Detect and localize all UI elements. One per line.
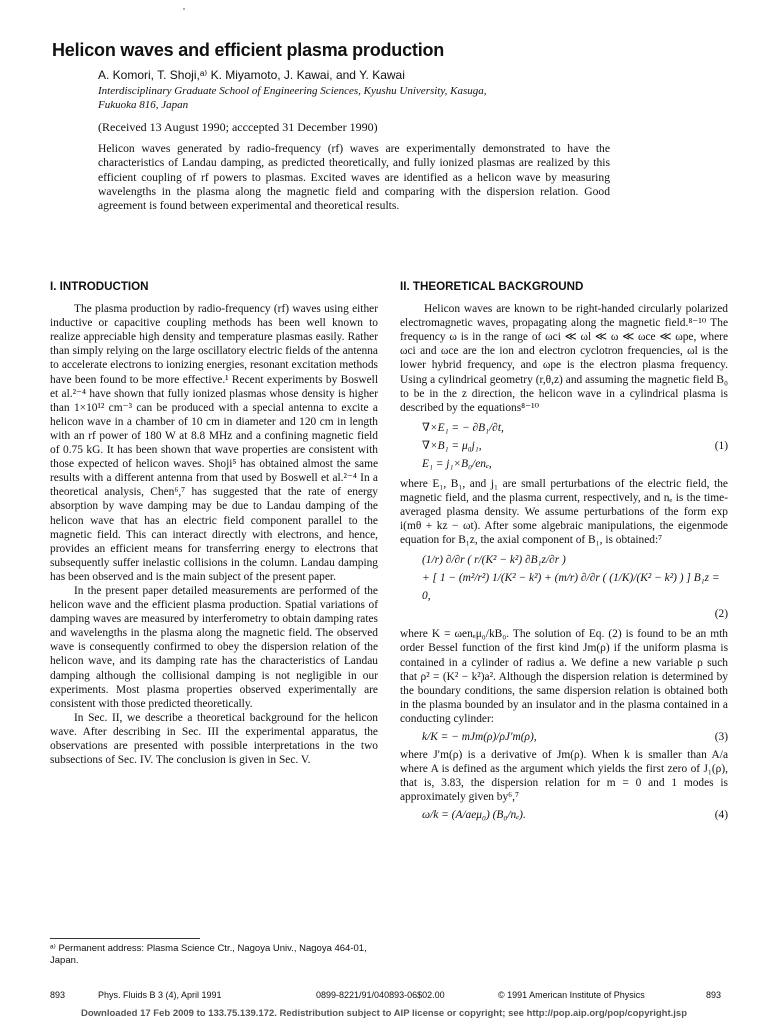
right-column [400, 280, 728, 827]
equation-3-number: (3) [714, 730, 728, 743]
equation-1-line-b: ∇×B₁ = μ₀j₁, [422, 439, 482, 452]
paper-title: Helicon waves and efficient plasma production [52, 40, 445, 60]
author-list: A. Komori, T. Shoji,ᵃ⁾ K. Miyamoto, J. Kawai, and Y. Kawai [98, 68, 405, 82]
section-heading-theory: II. THEORETICAL BACKGROUND [400, 280, 584, 293]
intro-paragraph-1: The plasma production by radio-frequency (rf) waves using either inductive or capacitive coupling methods has been well known to realize appreciable high density and temperature plasmas easily. Rather than simply relying on the large oscillatory electric fields of the antenna to accelerate electrons to ionizing energies, resonant excitation methods have been found to be more effective.¹ Recent experiments by Boswell et al.²⁻⁴ have shown that fully ionized plasmas whose density is higher than 1×10¹² cm⁻³ can be produced with a special antenna to excite a helicon wave in a chamber of 10 cm in diameter and 120 cm in length with an rf power of 180 W at 8.8 MHz and a confining magnetic field of 0.75 kG. It has been shown that wave properties are consistent with those expected of helicon waves. Shoji⁵ has obtained almost the same results with a different antenna from that used by Boswell et al.²⁻⁴ In a theoretical analysis, Chen⁶,⁷ has suggested that the rate of energy absorption by wave damping may be due to Landau damping of the helicon wave that has an electric field component parallel to the magnetic field. This can interact directly with electrons, and hence, provides an efficient means for transferring energy to electrons that subsequently suffer inelastic collisions in the column. Landau damping has been observed and is the main subject of the present paper. [50, 303, 378, 583]
abstract: Helicon waves generated by radio-frequency (rf) waves are experimentally demonstrated to have the characteristics of Landau damping, as predicted theoretically, and fully ionized plasmas are realized by this efficient coupling of rf powers to plasmas. Excited waves are identified as a helicon wave by measuring wavelengths in the plasma along the magnetic field and comparing with the dispersion relation. Good agreement is found between experimental and theoretical results. [98, 142, 610, 213]
page-number-left: 893 [50, 990, 66, 1000]
intro-paragraph-2: In the present paper detailed measurements are performed of the helicon wave and the efficient plasma production. Spatial variations of damping waves are measured by interferometry to obtain damping rates and wavelengths in the plasma along the magnetic field. The observed wave is consequently confirmed to obey the dispersion relation of the helicon wave, and its damping rate has the characteristics of Landau damping although the collisional damping is not negligible in our experiments. Most plasma properties observed experimentally are consistent with those predicted theoretically. [50, 584, 378, 710]
received-dates: (Received 13 August 1990; acccepted 31 December 1990) [98, 120, 378, 134]
download-notice: Downloaded 17 Feb 2009 to 133.75.139.172. Redistribution subject to AIP license or copyright; see http://pop.aip.org/pop/copyright.jsp [80, 1008, 687, 1019]
equation-1 [422, 419, 728, 473]
equation-4-expression: ω/k = (A/aeμ₀) (B₀/nₑ). [422, 809, 526, 822]
theory-paragraph-4: where J′m(ρ) is a derivative of Jm(ρ). When k is smaller than A/a where A is defined as the argument which yields the first zero of J₁(ρ), that is, 3.83, the dispersion relation for m = 0 and 1 modes is approximately given by⁶,⁷ [400, 749, 728, 804]
theory-paragraph-3: where K = ωenₑμ₀/kB₀. The solution of Eq. (2) is found to be an mth order Bessel function of the first kind Jm(ρ) if the uniform plasma is contained in a cylinder of radius a. We define a new variable ρ such that ρ² = (K² − k²)a². Although the dispersion relation is determined by the boundary conditions, the same dispersion relation is obtained both in the plasma bounded by an insulator and in the plasma contained in a conducting cylinder: [400, 628, 728, 725]
page-number-right: 893 [706, 990, 722, 1000]
left-column [50, 280, 378, 767]
equation-3 [422, 730, 728, 744]
journal-citation: Phys. Fluids B 3 (4), April 1991 [98, 990, 222, 1000]
intro-paragraph-3: In Sec. II, we describe a theoretical background for the helicon wave. After describing in Sec. III the experimental apparatus, the observations are presented with possible interpretations in the two subsections of Sec. IV. The conclusion is given in Sec. V. [50, 711, 378, 767]
affiliation-line-1: Interdisciplinary Graduate School of Engineering Sciences, Kyushu University, Kasuga, [98, 85, 487, 97]
theory-paragraph-1: Helicon waves are known to be right-handed circularly polarized electromagnetic waves, propagating along the magnetic field.⁸⁻¹⁰ The frequency ω is in the range of ωci ≪ ωl ≪ ω ≪ ωce ≪ ωpe, where ωci and ωce are the ion and electron cyclotron frequencies, ωl is the lower hybrid frequency, and ωpe is the electron plasma frequency. Using a cylindrical geometry (r,θ,z) and assuming the magnetic field B₀ to be in the z direction, the helicon wave in a cylindrical plasma is described by the equations⁸⁻¹⁰ [400, 303, 728, 414]
page-footer [50, 990, 730, 1004]
speck [183, 8, 185, 10]
equation-2-number: (2) [714, 608, 728, 621]
equation-4-number: (4) [714, 809, 728, 822]
theory-paragraph-2: where E₁, B₁, and j₁ are small perturbations of the electric field, the magnetic field, and the plasma current, respectively, and nₑ is the time-averaged plasma density. We assume perturbations of the form exp i(mθ + kz − ωt). After some algebraic manipulations, the eigenmode equation for B₁z, the axial component of B₁, is obtained:⁷ [400, 477, 728, 547]
affiliation-line-2: Fukuoka 816, Japan [98, 99, 189, 111]
article-code: 0899-8221/91/040893-06$02.00 [316, 990, 445, 1000]
affiliation [98, 84, 698, 112]
equation-4 [422, 808, 728, 822]
equation-1-line-c: E₁ = j₁×B₀/enₑ, [422, 457, 492, 470]
equation-1-line-a: ∇×E₁ = − ∂B₁/∂t, [422, 421, 504, 434]
copyright-notice: © 1991 American Institute of Physics [498, 990, 645, 1000]
equation-2-line-b: + [ 1 − (m²/r²) 1/(K² − k²) + (m/r) ∂/∂r ( (1/K)/(K² − k²) ) ] B₁z = 0, [422, 572, 720, 603]
footnote-rule [50, 938, 200, 939]
equation-2 [422, 551, 728, 623]
equation-1-number: (1) [714, 439, 728, 452]
equation-2-line-a: (1/r) ∂/∂r ( r/(K² − k²) ∂B₁z/∂r ) [422, 554, 566, 567]
footnote: ᵃ⁾ Permanent address: Plasma Science Ctr., Nagoya Univ., Nagoya 464-01, Japan. [50, 943, 367, 966]
section-heading-introduction: I. INTRODUCTION [50, 280, 149, 293]
equation-3-expression: k/K = − mJm(ρ)/ρJ′m(ρ), [422, 730, 537, 743]
